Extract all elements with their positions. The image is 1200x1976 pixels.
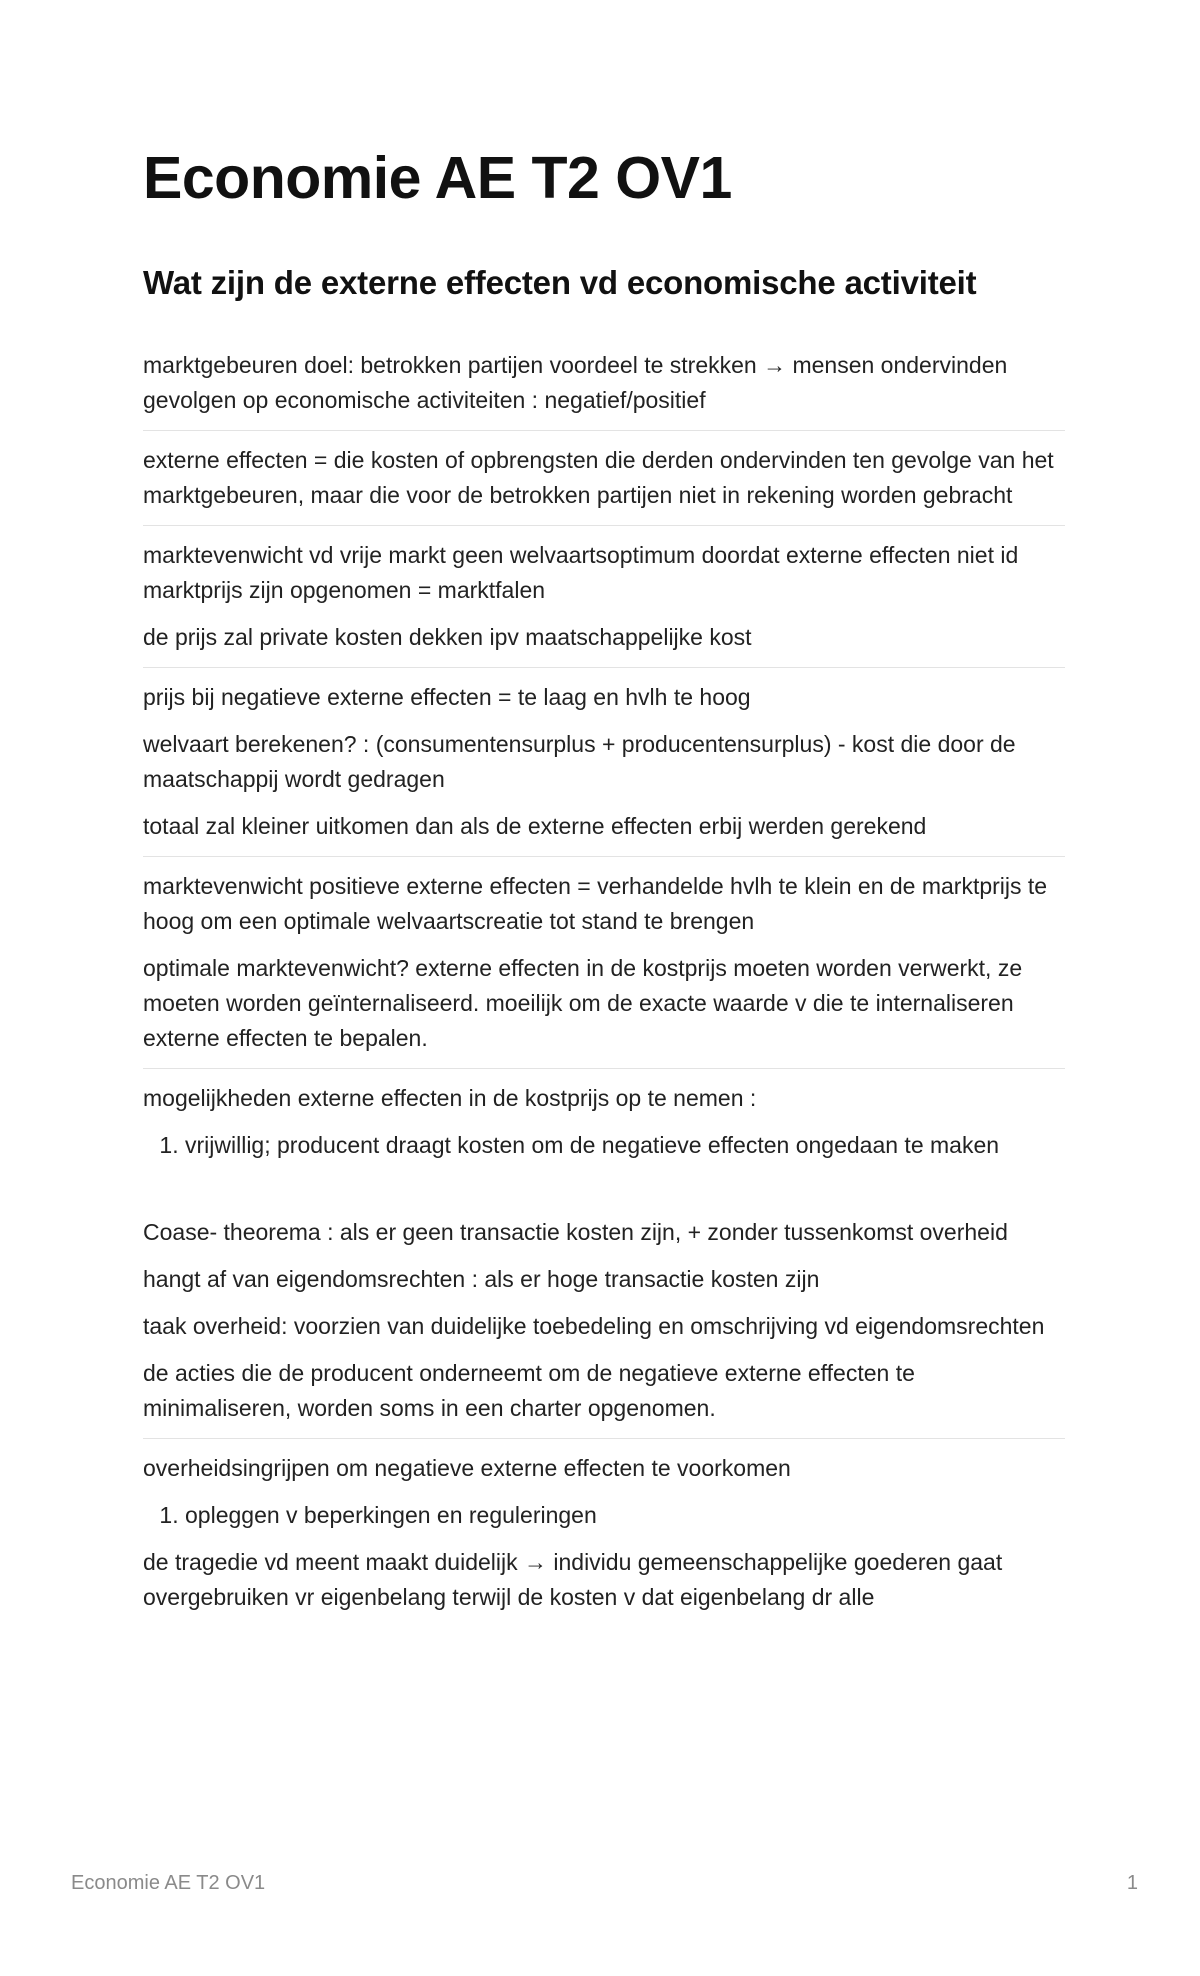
paragraph: de tragedie vd meent maakt duidelijk → individu gemeenschappelijke goederen gaat overgebruiken vr eigenbelang terwijl de kosten v dat eigenbelang dr alle	[143, 1549, 1003, 1610]
section-heading: Wat zijn de externe effecten vd economische activiteit	[143, 264, 977, 301]
divider	[143, 1068, 1065, 1069]
divider	[143, 525, 1065, 526]
paragraph: welvaart berekenen? : (consumentensurplus + producentensurplus) - kost die door de maatschappij wordt gedragen	[143, 731, 1016, 792]
paragraph: prijs bij negatieve externe effecten = te laag en hvlh te hoog	[143, 684, 751, 710]
paragraph: mogelijkheden externe effecten in de kostprijs op te nemen :	[143, 1085, 757, 1111]
paragraph: marktevenwicht positieve externe effecten = verhandelde hvlh te klein en de marktprijs te hoog om een optimale welvaartscreatie tot stand te brengen	[143, 873, 1048, 934]
paragraph: externe effecten = die kosten of opbrengsten die derden ondervinden ten gevolge van het marktgebeuren, maar die voor de betrokken partijen niet in rekening worden gebracht	[143, 447, 1054, 508]
page-title: Economie AE T2 OV1	[143, 145, 732, 211]
divider	[143, 430, 1065, 431]
divider	[143, 667, 1065, 668]
paragraph: de acties die de producent onderneemt om de negatieve externe effecten te minimaliseren, worden soms in een charter opgenomen.	[143, 1360, 915, 1421]
numbered-list	[143, 1498, 1065, 1533]
divider	[143, 1438, 1065, 1439]
paragraph: de prijs zal private kosten dekken ipv maatschappelijke kost	[143, 624, 752, 650]
numbered-list	[143, 1128, 1065, 1163]
divider	[143, 856, 1065, 857]
paragraph: Coase- theorema : als er geen transactie kosten zijn, + zonder tussenkomst overheid	[143, 1219, 1008, 1245]
paragraph: overheidsingrijpen om negatieve externe effecten te voorkomen	[143, 1455, 791, 1481]
paragraph: taak overheid: voorzien van duidelijke toebedeling en omschrijving vd eigendomsrechten	[143, 1313, 1045, 1339]
paragraph: marktevenwicht vd vrije markt geen welvaartsoptimum doordat externe effecten niet id marktprijs zijn opgenomen = marktfalen	[143, 542, 1019, 603]
page-number: 1	[1126, 1872, 1138, 1894]
document-page	[143, 142, 1065, 1627]
list-item: 1. vrijwillig; producent draagt kosten om de negatieve effecten ongedaan te maken	[185, 1128, 1065, 1163]
paragraph: totaal zal kleiner uitkomen dan als de externe effecten erbij werden gerekend	[143, 813, 927, 839]
paragraph: marktgebeuren doel: betrokken partijen voordeel te strekken → mensen ondervinden gevolgen op economische activiteiten : negatief/positief	[143, 352, 1008, 413]
footer-title: Economie AE T2 OV1	[71, 1872, 266, 1894]
list-item: 1. opleggen v beperkingen en reguleringen	[185, 1498, 1065, 1533]
spacer	[143, 1175, 1065, 1215]
paragraph: hangt af van eigendomsrechten : als er hoge transactie kosten zijn	[143, 1266, 820, 1292]
document-content	[143, 348, 1065, 1615]
paragraph: optimale marktevenwicht? externe effecten in de kostprijs moeten worden verwerkt, ze moeten worden geïnternaliseerd. moeilijk om de exacte waarde v die te internaliseren externe effecten te bepalen.	[143, 955, 1023, 1051]
